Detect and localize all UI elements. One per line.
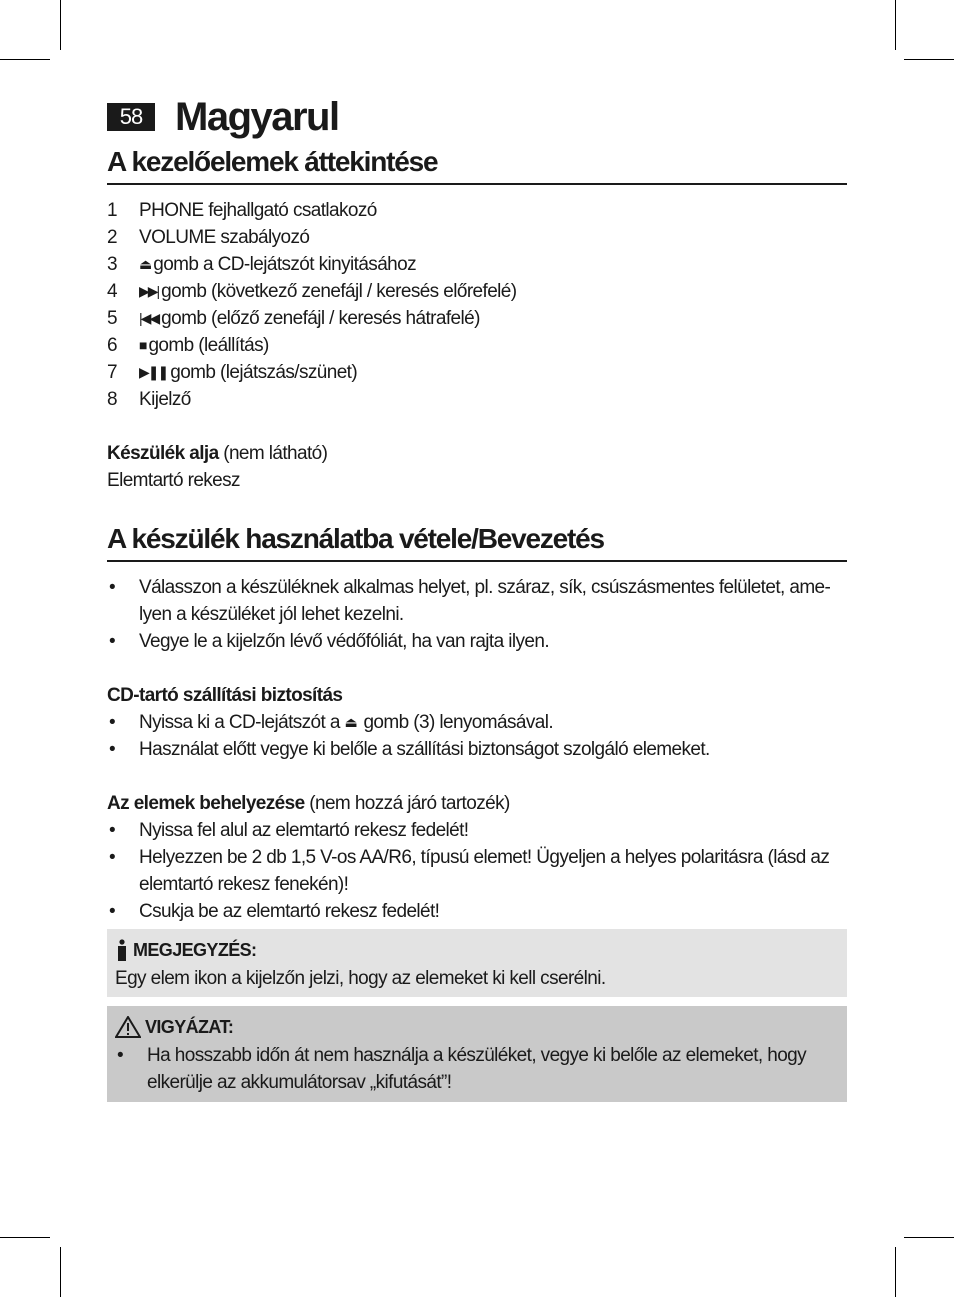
transport-lock-block: CD-tartó szállítási biztosítás • Nyissa ki a CD-lejátszót a ⏏ gomb (3) lenyomásával. • Használat előtt vegye ki belőle a szállítási biztonságot szolgáló elemeket. bbox=[107, 682, 847, 763]
list-item: 6 ■ gomb (leállítás) bbox=[107, 332, 516, 359]
stop-icon: ■ bbox=[139, 337, 146, 353]
list-item: 1 PHONE fejhallgató csatlakozó bbox=[107, 200, 377, 221]
info-icon bbox=[115, 939, 129, 961]
list-item: • Használat előtt vegye ki belőle a szállítási biztonságot szolgáló elemeket. bbox=[109, 739, 710, 760]
play-pause-icon: ▶❚❚ bbox=[139, 364, 168, 380]
list-item: • Nyissa fel alul az elemtartó rekesz fedelét! bbox=[109, 820, 469, 841]
crop-mark bbox=[904, 1237, 954, 1238]
note-text: Egy elem ikon a kijelzőn jelzi, hogy az elemeket ki kell cserélni. bbox=[115, 968, 606, 989]
warning-heading: VIGYÁZAT: bbox=[145, 1017, 234, 1037]
list-item: 2 VOLUME szabályozó bbox=[107, 227, 310, 248]
crop-mark bbox=[895, 1247, 896, 1297]
controls-list bbox=[107, 197, 516, 413]
warning-icon bbox=[115, 1016, 141, 1038]
note-box bbox=[107, 929, 847, 997]
previous-icon: |◀◀ bbox=[139, 310, 159, 326]
list-item: 7 ▶❚❚ gomb (lejátszás/szünet) bbox=[107, 359, 516, 386]
page-number: 58 bbox=[107, 103, 155, 131]
crop-mark bbox=[895, 0, 896, 50]
crop-mark bbox=[60, 1247, 61, 1297]
list-item: 8 Kijelző bbox=[107, 389, 191, 410]
list-item: 4 ▶▶| gomb (következő zenefájl / keresés előrefelé) bbox=[107, 278, 516, 305]
list-item: 5 |◀◀ gomb (előző zenefájl / keresés hátrafelé) bbox=[107, 305, 516, 332]
list-item: • Vegye le a kijelzőn lévő védőfóliát, ha van rajta ilyen. bbox=[109, 631, 550, 652]
crop-mark bbox=[0, 59, 50, 60]
eject-icon: ⏏ bbox=[344, 714, 356, 730]
list-item: • Válasszon a készüléknek alkalmas helyet, pl. száraz, sík, csúszásmentes felületet, ame-lyen a készüléket jól lehet kezelni. bbox=[109, 577, 831, 625]
list-item: • Csukja be az elemtartó rekesz fedelét! bbox=[109, 901, 440, 922]
next-icon: ▶▶| bbox=[139, 283, 159, 299]
setup-bullet-list bbox=[107, 574, 847, 655]
bottom-parts: Készülék alja (nem látható) Elemtartó rekesz bbox=[107, 443, 328, 491]
crop-mark bbox=[904, 59, 954, 60]
controls-section-title: A kezelőelemek áttekintése bbox=[107, 145, 847, 185]
battery-block: Az elemek behelyezése (nem hozzá járó tartozék) • Nyissa fel alul az elemtartó rekesz fedelét! • Helyezzen be 2 db 1,5 V-os AA/R6, típusú elemet! Ügyeljen a helyes polaritásra (lásd az elemtartó rekesz fenekén)! • Csukja be az elemtartó rekesz fedelét! bbox=[107, 790, 847, 925]
eject-icon: ⏏ bbox=[139, 256, 151, 272]
list-item: 3 ⏏ gomb a CD-lejátszót kinyitásához bbox=[107, 251, 516, 278]
warning-box bbox=[107, 1006, 847, 1102]
note-heading: MEGJEGYZÉS: bbox=[133, 940, 257, 960]
crop-mark bbox=[0, 1237, 50, 1238]
language-title: Magyarul bbox=[175, 95, 339, 139]
crop-mark bbox=[60, 0, 61, 50]
setup-section-title: A készülék használatba vétele/Bevezetés bbox=[107, 522, 847, 562]
list-item: • Ha hosszabb időn át nem használja a készüléket, vegye ki belőle az elemeket, hogy elkerülje az akkumulátorsav „kifutását”! bbox=[117, 1045, 807, 1093]
list-item: • Nyissa ki a CD-lejátszót a ⏏ gomb (3) lenyomásával. bbox=[107, 709, 847, 736]
list-item: • Helyezzen be 2 db 1,5 V-os AA/R6, típusú elemet! Ügyeljen a helyes polaritásra (lásd az elemtartó rekesz fenekén)! bbox=[109, 847, 830, 895]
